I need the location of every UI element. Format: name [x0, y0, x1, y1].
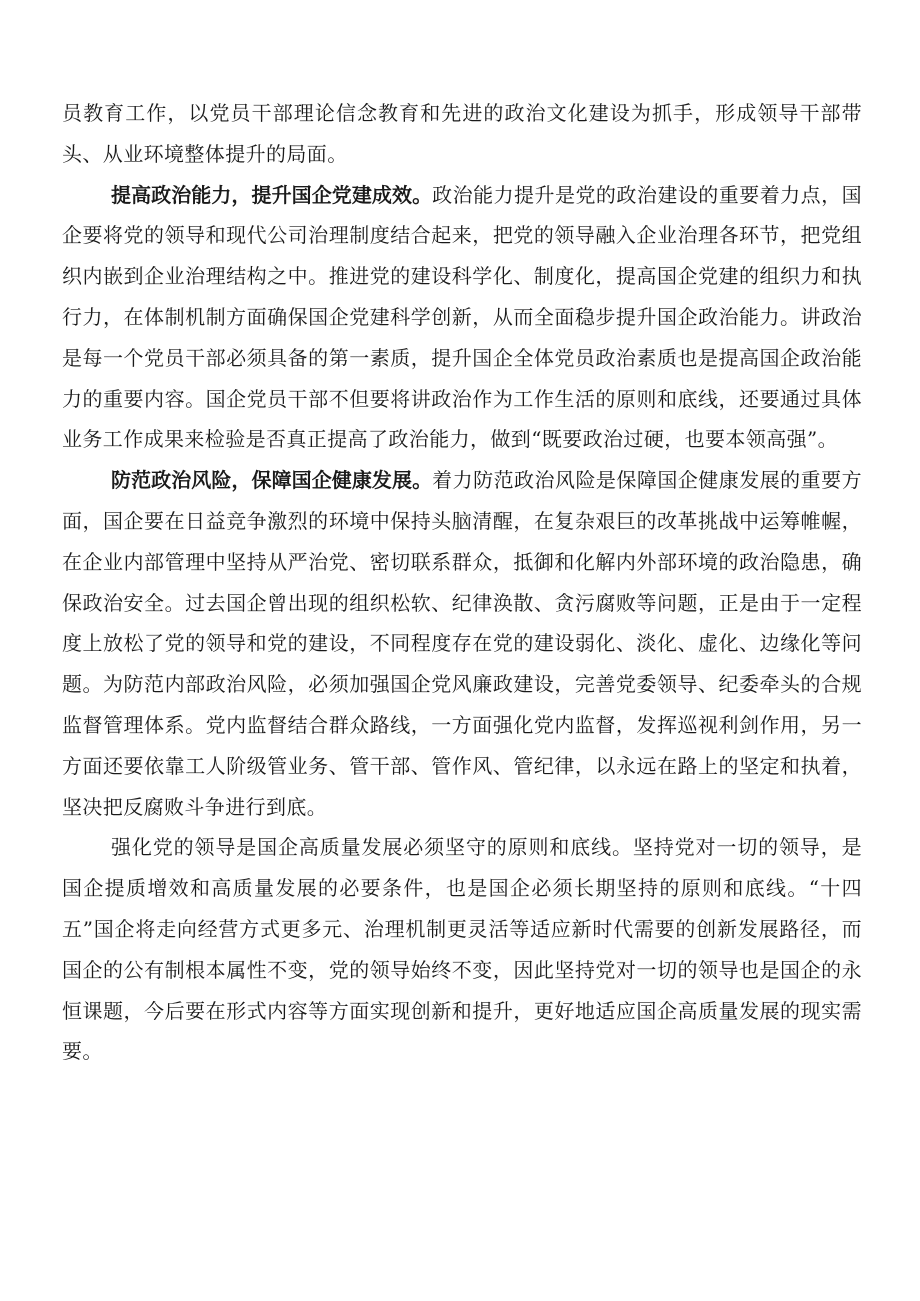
paragraph-continuation — [62, 93, 862, 175]
paragraph-political-ability — [62, 175, 862, 461]
paragraph-political-risk — [62, 460, 862, 827]
paragraph-text: 政治能力提升是党的政治建设的重要着力点，国企要将党的领导和现代公司治理制度结合起来，把党的领导融入企业治理各环节，把党组织内嵌到企业治理结构之中。推进党的建设科学化、制度化，提高国企党建的组织力和执行力，在体制机制方面确保国企党建科学创新，从而全面稳步提升国企政治能力。讲政治是每一个党员干部必须具备的第一素质，提升国企全体党员政治素质也是提高国企政治能力的重要内容。国企党员干部不但要将讲政治作为工作生活的原则和底线，还要通过具体业务工作成果来检验是否真正提高了政治能力，做到“既要政治过硬，也要本领高强”。 — [62, 182, 862, 452]
paragraph-text: 着力防范政治风险是保障国企健康发展的重要方面，国企要在日益竞争激烈的环境中保持头脑清醒，在复杂艰巨的改革挑战中运筹帷幄，在企业内部管理中坚持从严治党、密切联系群众，抵御和化解内外部环境的政治隐患，确保政治安全。过去国企曾出现的组织松软、纪律涣散、贪污腐败等问题，正是由于一定程度上放松了党的领导和党的建设，不同程度存在党的建设弱化、淡化、虚化、边缘化等问题。为防范内部政治风险，必须加强国企党风廉政建设，完善党委领导、纪委牵头的合规监督管理体系。党内监督结合群众路线，一方面强化党内监督，发挥巡视利剑作用，另一方面还要依靠工人阶级管业务、管干部、管作风、管纪律，以永远在路上的坚定和执着，坚决把反腐败斗争进行到底。 — [62, 468, 862, 819]
paragraph-text: 员教育工作，以党员干部理论信念教育和先进的政治文化建设为抓手，形成领导干部带头、从业环境整体提升的局面。 — [62, 101, 862, 166]
paragraph-text: 强化党的领导是国企高质量发展必须坚守的原则和底线。坚持党对一切的领导，是国企提质增效和高质量发展的必要条件，也是国企必须长期坚持的原则和底线。“十四五”国企将走向经营方式更多元、治理机制更灵活等适应新时代需要的创新发展路径，而国企的公有制根本属性不变，党的领导始终不变，因此坚持党对一切的领导也是国企的永恒课题，今后要在形式内容等方面实现创新和提升，更好地适应国企高质量发展的现实需要。 — [62, 835, 862, 1064]
paragraph-heading: 提高政治能力，提升国企党建成效。 — [111, 182, 433, 207]
paragraph-party-leadership — [62, 827, 862, 1072]
document-body — [62, 93, 862, 1072]
paragraph-heading: 防范政治风险，保障国企健康发展。 — [111, 468, 433, 493]
